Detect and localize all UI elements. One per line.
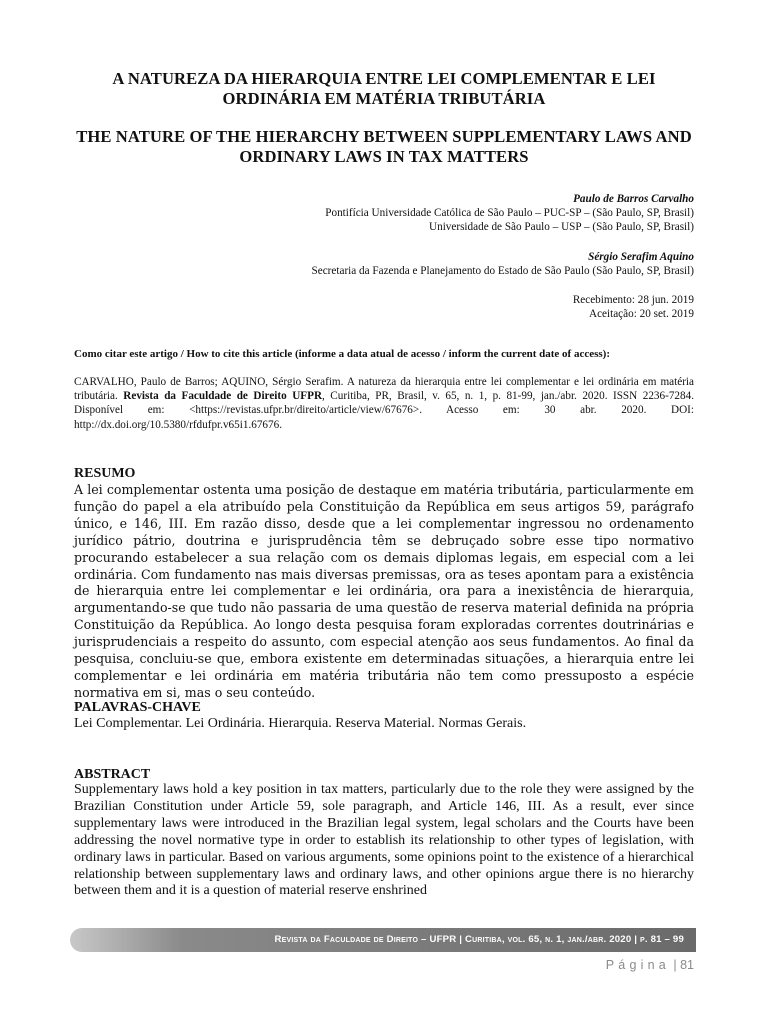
author-affiliation: Universidade de São Paulo – USP – (São Paulo, SP, Brasil) [429,221,694,234]
authors-block [312,192,694,321]
author-name: Sérgio Serafim Aquino [588,250,694,263]
resumo-heading: RESUMO [74,466,136,481]
abstract-heading: ABSTRACT [74,767,151,782]
citation-authors-title: CARVALHO, Paulo de Barros; AQUINO, Sérgio Serafim. A natureza da hierarquia entre lei complementar e lei ordinária em matéria tributária. [74,376,694,403]
page-number-value: | 81 [673,958,694,972]
citation-details: , Curitiba, PR, Brasil, v. 65, n. 1, p. 81-99, jan./abr. 2020. ISSN 2236-7284. Disponível em: <https://revistas.ufpr.br/direito/article/view/67676>. Acesso em: 30 abr. 2020. DOI: http://dx.doi.org/10.5380/rfdufpr.v65i1.67676. [74,390,694,431]
running-footer-bar [70,928,696,952]
received-date: Recebimento: 28 jun. 2019 [572,294,694,307]
abstract-text: Supplementary laws hold a key position in tax matters, particularly due to the role they were assigned by the Brazilian Constitution under Article 59, sole paragraph, and Article 146, III. As a result, ever since supplementary laws were introduced in the Brazilian legal system, legal scholars and the Courts have been addressing the novel normative type in order to establish its relationship to other types of legislation, with ordinary laws in particular. Based on various arguments, some opinions point to the existence of a hierarchical relationship between supplementary laws and ordinary laws, and other opinions argue there is no hierarchy between them and it is a question of material reserve enshrined [74,782,694,899]
author-affiliation: Secretaria da Fazenda e Planejamento do Estado de São Paulo (São Paulo, SP, Brasil) [311,264,694,277]
keywords-heading: PALAVRAS-CHAVE [74,700,201,715]
resumo-text: A lei complementar ostenta uma posição de destaque em matéria tributária, particularmente em função do papel a ela atribuído pela Constituição da República em seus artigos 59, parágrafo único, e 146, III. Em razão disso, desde que a lei complementar ingressou no ordenamento jurídico pátrio, doutrina e jurisprudência têm se debruçado sobre esse tipo normativo procurando estabelecer a sua relação com os demais diplomas legais, em especial com a lei ordinária. Com fundamento nas mais diversas premissas, ora as teses apontam para a existência de hierarquia entre lei complementar e lei ordinária, ora para a inexistência de hierarquia, argumentando-se que tudo não passaria de uma questão de reserva material definida na própria Constituição da República. Ao longo desta pesquisa foram exploradas correntes doutrinárias e jurisprudenciais a respeito do assunto, com especial atenção aos seus fundamentos. Ao final da pesquisa, concluiu-se que, embora existente em determinadas situações, a hierarquia entre lei complementar e lei ordinária em matéria tributária não tem como pressuposto a espécie normativa em si, mas o seu conteúdo. [74,482,694,700]
citation-journal: Revista da Faculdade de Direito UFPR [123,390,323,403]
title-english: THE NATURE OF THE HIERARCHY BETWEEN SUPPLEMENTARY LAWS AND ORDINARY LAWS IN TAX MATTERS [76,127,692,166]
title-portuguese: A NATUREZA DA HIERARQUIA ENTRE LEI COMPLEMENTAR E LEI ORDINÁRIA EM MATÉRIA TRIBUTÁRIA [112,69,656,108]
citation-text [74,375,694,432]
author-affiliation: Pontifícia Universidade Católica de São Paulo – PUC-SP – (São Paulo, SP, Brasil) [325,207,694,220]
accepted-date: Aceitação: 20 set. 2019 [588,308,694,321]
running-footer-text: Revista da Faculdade de Direito – UFPR | Curitiba, vol. 65, n. 1, jan./abr. 2020 | p. 81 – 99 [274,934,684,945]
page-number [606,958,694,972]
citation-heading: Como citar este artigo / How to cite this article (informe a data atual de acesso / inform the current date of access): [74,348,611,360]
keywords-text: Lei Complementar. Lei Ordinária. Hierarquia. Reserva Material. Normas Gerais. [74,716,527,731]
page-label: Página [605,958,670,972]
author-name: Paulo de Barros Carvalho [573,193,694,205]
